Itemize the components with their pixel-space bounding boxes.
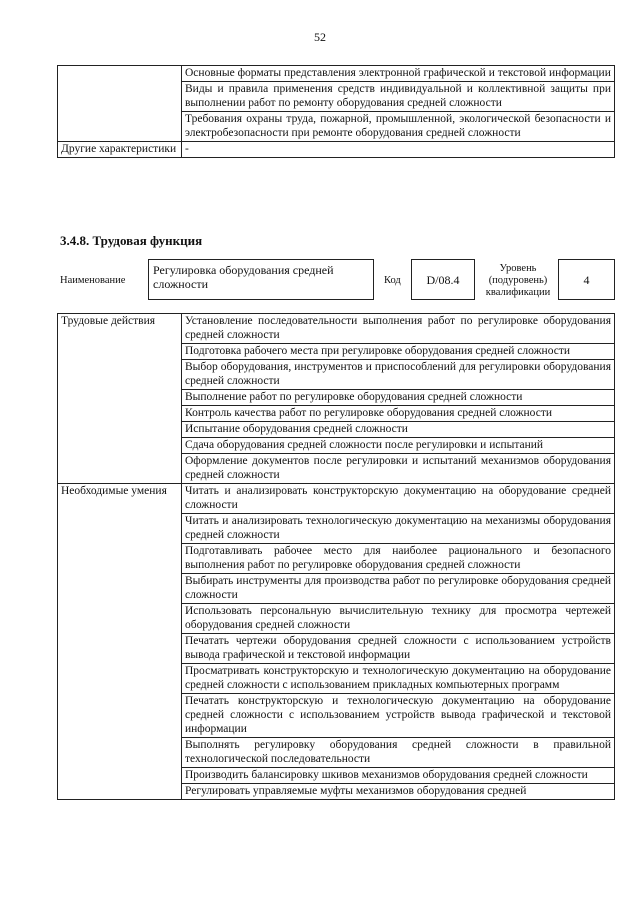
table-row <box>58 66 615 82</box>
row-item: Печатать конструкторскую и технологическую документацию на оборудование средней сложности с использованием устройств вывода графической и текстовой информации <box>182 694 615 738</box>
row-item: Установление последовательности выполнения работ по регулировке оборудования средней сложности <box>182 314 615 344</box>
row-label: Необходимые умения <box>58 484 182 800</box>
row-item: Выбирать инструменты для производства работ по регулировке оборудования средней сложности <box>182 574 615 604</box>
row-item: - <box>182 142 615 158</box>
level-label: Уровень (подуровень) квалификации <box>485 263 551 298</box>
code-value: D/08.4 <box>426 272 460 287</box>
knowledge-table-continued <box>57 65 615 158</box>
row-label: Трудовые действия <box>58 314 182 484</box>
row-item: Подготовка рабочего места при регулировке оборудования средней сложности <box>182 344 615 360</box>
code-value-box <box>411 259 475 300</box>
name-value: Регулировка оборудования средней сложности <box>153 263 334 291</box>
row-item: Читать и анализировать конструкторскую документацию на оборудование средней сложности <box>182 484 615 514</box>
row-item: Основные форматы представления электронной графической и текстовой информации <box>182 66 615 82</box>
row-item: Подготавливать рабочее место для наиболее рационального и безопасного выполнения работ по регулировке оборудования средней сложности <box>182 544 615 574</box>
level-value-box <box>558 259 615 300</box>
row-label <box>58 66 182 142</box>
table-row <box>58 484 615 514</box>
section-title: 3.4.8. Трудовая функция <box>60 233 203 248</box>
row-item: Выполнение работ по регулировке оборудования средней сложности <box>182 390 615 406</box>
name-value-box <box>148 259 374 300</box>
row-item: Испытание оборудования средней сложности <box>182 422 615 438</box>
name-label: Наименование <box>60 275 126 286</box>
table-row <box>58 314 615 344</box>
row-item: Использовать персональную вычислительную технику для просмотра чертежей оборудования средней сложности <box>182 604 615 634</box>
row-item: Оформление документов после регулировки и испытаний механизмов оборудования средней сложности <box>182 454 615 484</box>
labor-function-table <box>57 313 615 800</box>
top-table-body <box>58 66 615 158</box>
row-item: Требования охраны труда, пожарной, промышленной, экологической безопасности и электробезопасности при ремонте оборудования средней сложности <box>182 112 615 142</box>
row-item: Сдача оборудования средней сложности после регулировки и испытаний <box>182 438 615 454</box>
row-item: Регулировать управляемые муфты механизмов оборудования средней <box>182 784 615 800</box>
row-item: Виды и правила применения средств индивидуальной и коллективной защиты при выполнении работ по ремонту оборудования средней сложности <box>182 82 615 112</box>
level-value: 4 <box>583 272 590 287</box>
row-item: Выполнять регулировку оборудования средней сложности в правильной технологической последовательности <box>182 738 615 768</box>
page-number: 52 <box>314 30 326 44</box>
row-item: Читать и анализировать технологическую документацию на механизмы оборудования средней сложности <box>182 514 615 544</box>
row-item: Печатать чертежи оборудования средней сложности с использованием устройств вывода графической и текстовой информации <box>182 634 615 664</box>
row-label: Другие характеристики <box>58 142 182 158</box>
code-label: Код <box>384 275 401 286</box>
row-item: Контроль качества работ по регулировке оборудования средней сложности <box>182 406 615 422</box>
row-item: Выбор оборудования, инструментов и приспособлений для регулировки оборудования средней сложности <box>182 360 615 390</box>
row-item: Производить балансировку шкивов механизмов оборудования средней сложности <box>182 768 615 784</box>
row-item: Просматривать конструкторскую и технологическую документацию на оборудование средней сложности с использованием прикладных компьютерных программ <box>182 664 615 694</box>
table-row <box>58 142 615 158</box>
main-table-body <box>58 314 615 800</box>
